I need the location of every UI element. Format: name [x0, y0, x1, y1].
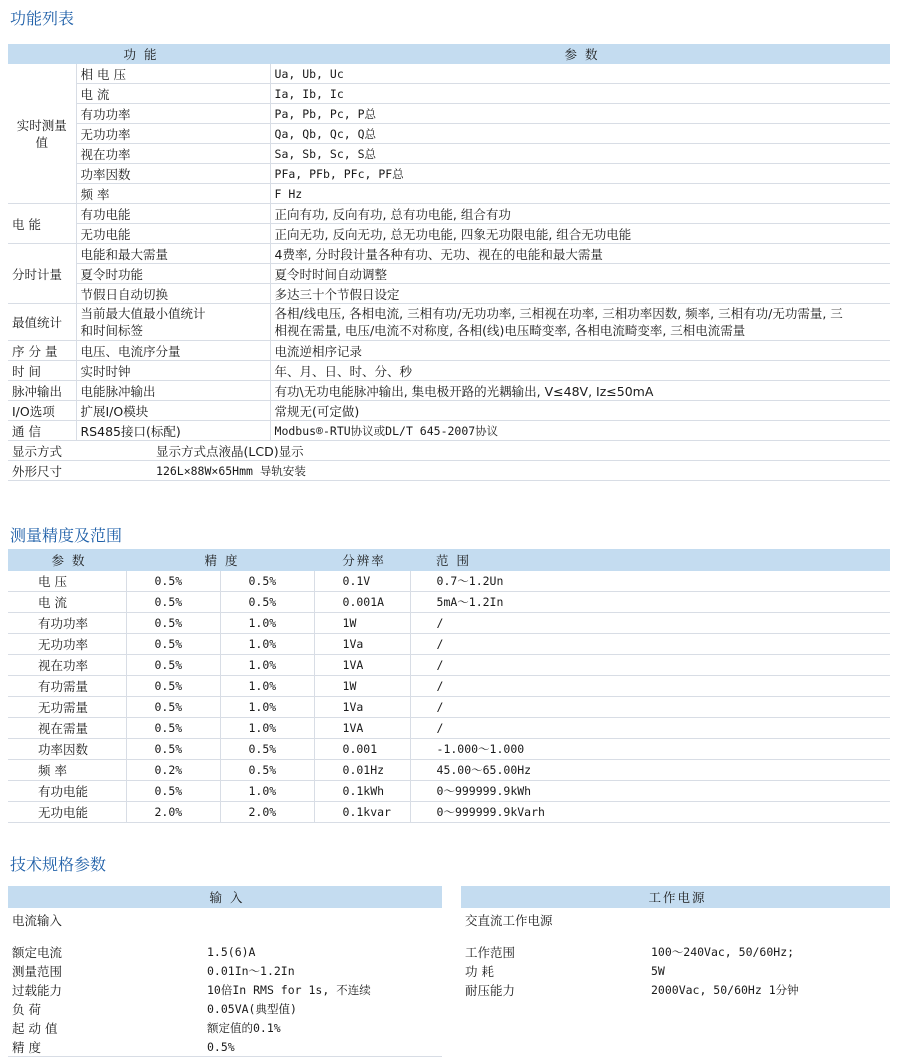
table-row	[8, 655, 890, 676]
table-row	[8, 381, 890, 401]
row-value: 显示方式点液晶(LCD)显示	[152, 441, 772, 461]
resolution-cell: 1VA	[314, 655, 410, 676]
header-param: 参 数	[8, 549, 126, 571]
table-row	[8, 401, 890, 421]
header-resolution: 分辨率	[314, 549, 410, 571]
accuracy-cell: 0.5%	[126, 634, 220, 655]
row-value: 正向无功, 反向无功, 总无功电能, 四象无功限电能, 组合无功电能	[270, 224, 890, 244]
spec-value: 1.5(6)A	[207, 944, 256, 959]
row-name: 实时时钟	[76, 361, 270, 381]
group-label: I/O选项	[8, 401, 76, 421]
group-max-stats: 最值统计	[8, 304, 76, 341]
resolution-cell: 1Va	[314, 634, 410, 655]
table-row	[8, 441, 890, 461]
param-cell: 无功需量	[8, 697, 126, 718]
row-name: RS485接口(标配)	[76, 421, 270, 441]
group-shape: 外形尺寸	[8, 461, 270, 481]
section-title-functions: 功能列表	[10, 9, 75, 28]
table-row	[8, 571, 890, 592]
resolution-cell: 0.001	[314, 739, 410, 760]
group-label: 时 间	[8, 361, 76, 381]
row-value: Sa, Sb, Sc, S总	[270, 144, 890, 164]
spec-label: 起 动 值	[12, 1020, 58, 1036]
range-cell: 0.7～1.2Un	[410, 571, 890, 592]
table-row	[8, 204, 890, 224]
accuracy-cell-2: 0.5%	[220, 760, 314, 781]
table-row	[8, 264, 890, 284]
header-accuracy: 精 度	[126, 549, 314, 571]
param-cell: 无功电能	[8, 802, 126, 823]
param-cell: 电 流	[8, 592, 126, 613]
spec-label: 测量范围	[12, 963, 63, 979]
row-value: Ua, Ub, Uc	[270, 64, 890, 84]
range-cell: /	[410, 697, 890, 718]
header-parameter: 参 数	[270, 44, 890, 64]
row-name: 电压、电流序分量	[76, 341, 270, 361]
row-value: 年、月、日、时、分、秒	[270, 361, 890, 381]
table-row	[8, 676, 890, 697]
function-list-table	[8, 44, 890, 481]
row-name: 无功功率	[76, 124, 270, 144]
table-row	[8, 999, 442, 1018]
resolution-cell: 1W	[314, 613, 410, 634]
row-value: 常规无(可定做)	[270, 401, 890, 421]
table-row	[8, 697, 890, 718]
row-name: 有功功率	[76, 104, 270, 124]
spec-value: 0.05VA(典型值)	[207, 1001, 297, 1016]
range-cell: 0～999999.9kWh	[410, 781, 890, 802]
table-row	[8, 184, 890, 204]
input-subtitle: 电流输入	[12, 913, 63, 928]
header-range: 范 围	[410, 549, 890, 571]
row-name: 电 流	[76, 84, 270, 104]
accuracy-cell-2: 1.0%	[220, 781, 314, 802]
table-row	[8, 144, 890, 164]
row-value: 正向有功, 反向有功, 总有功电能, 组合有功	[270, 204, 890, 224]
accuracy-cell-2: 0.5%	[220, 571, 314, 592]
row-name: 扩展I/O模块	[76, 401, 270, 421]
spec-value: 0.5%	[203, 1037, 442, 1057]
table-row	[8, 802, 890, 823]
section-title-accuracy: 测量精度及范围	[10, 526, 123, 545]
row-name: 视在功率	[76, 144, 270, 164]
spec-label: 额定电流	[12, 944, 63, 960]
range-cell: -1.000～1.000	[410, 739, 890, 760]
param-cell: 视在功率	[8, 655, 126, 676]
table-row	[8, 760, 890, 781]
table-row	[8, 1018, 442, 1037]
spec-value: 5W	[651, 963, 665, 978]
resolution-cell: 1W	[314, 676, 410, 697]
row-value: 各相/线电压, 各相电流, 三相有功/无功功率, 三相视在功率, 三相功率因数, 频率, 三相有功/无功需量, 三相视在需量, 电压/电流不对称度, 各相(线)电压畸变率, 各相电流畸变率, 三相电流需量	[270, 304, 890, 341]
accuracy-cell: 0.5%	[126, 781, 220, 802]
spec-value: 2000Vac, 50/60Hz 1分钟	[651, 982, 799, 997]
table-header	[8, 549, 890, 571]
row-value: 多达三十个节假日设定	[270, 284, 890, 304]
table-row	[461, 942, 890, 961]
table-row	[8, 634, 890, 655]
table-row	[8, 739, 890, 760]
table-row	[8, 124, 890, 144]
table-row	[8, 942, 442, 961]
resolution-cell: 1VA	[314, 718, 410, 739]
header-power: 工作电源	[461, 886, 890, 908]
accuracy-cell-2: 0.5%	[220, 739, 314, 760]
row-name: 当前最大值最小值统计和时间标签	[76, 304, 270, 341]
accuracy-cell-2: 1.0%	[220, 676, 314, 697]
spec-value: 10倍In RMS for 1s, 不连续	[207, 982, 371, 997]
group-label: 序 分 量	[8, 341, 76, 361]
table-row	[8, 592, 890, 613]
row-name: 频 率	[76, 184, 270, 204]
row-value: 有功\无功电能脉冲输出, 集电极开路的光耦输出, V≤48V, Iz≤50mA	[270, 381, 890, 401]
group-display: 显示方式	[8, 441, 270, 461]
row-value: 电流逆相序记录	[270, 341, 890, 361]
power-subtitle: 交直流工作电源	[465, 913, 553, 928]
table-row	[8, 84, 890, 104]
input-spec-table	[8, 886, 442, 1057]
accuracy-cell: 0.5%	[126, 592, 220, 613]
param-cell: 有功电能	[8, 781, 126, 802]
param-cell: 功率因数	[8, 739, 126, 760]
table-row	[8, 980, 442, 999]
group-label: 通 信	[8, 421, 76, 441]
resolution-cell: 0.01Hz	[314, 760, 410, 781]
accuracy-cell: 0.5%	[126, 571, 220, 592]
spec-value: 0.01In～1.2In	[207, 963, 295, 978]
param-cell: 电 压	[8, 571, 126, 592]
group-tou: 分时计量	[8, 244, 76, 304]
group-energy: 电 能	[8, 204, 76, 244]
param-cell: 频 率	[8, 760, 126, 781]
row-name: 夏令时功能	[76, 264, 270, 284]
row-value: PFa, PFb, PFc, PF总	[270, 164, 890, 184]
table-row	[8, 421, 890, 441]
row-value: 4费率, 分时段计量各种有功、无功、视在的电能和最大需量	[270, 244, 890, 264]
row-value: 夏令时时间自动调整	[270, 264, 890, 284]
resolution-cell: 1Va	[314, 697, 410, 718]
table-row	[8, 961, 442, 980]
range-cell: /	[410, 613, 890, 634]
accuracy-cell: 0.5%	[126, 613, 220, 634]
range-cell: /	[410, 718, 890, 739]
row-value: Ia, Ib, Ic	[270, 84, 890, 104]
table-header	[8, 44, 890, 64]
range-cell: /	[410, 634, 890, 655]
row-name: 电能脉冲输出	[76, 381, 270, 401]
range-cell: 5mA～1.2In	[410, 592, 890, 613]
header-input: 输 入	[8, 886, 442, 908]
row-name: 有功电能	[76, 204, 270, 224]
spec-value: 额定值的0.1%	[207, 1020, 281, 1035]
spec-label: 负 荷	[12, 1001, 41, 1017]
accuracy-cell: 0.2%	[126, 760, 220, 781]
spec-label: 工作范围	[465, 944, 516, 960]
header-function: 功 能	[8, 44, 270, 64]
table-row	[8, 284, 890, 304]
table-row	[8, 613, 890, 634]
accuracy-cell: 0.5%	[126, 739, 220, 760]
spec-label: 精 度	[8, 1037, 203, 1057]
row-name: 无功电能	[76, 224, 270, 244]
table-row	[8, 104, 890, 124]
group-realtime: 实时测量值	[8, 64, 76, 204]
param-cell: 视在需量	[8, 718, 126, 739]
row-name: 节假日自动切换	[76, 284, 270, 304]
resolution-cell: 0.001A	[314, 592, 410, 613]
table-row	[8, 718, 890, 739]
table-row	[461, 961, 890, 980]
range-cell: 45.00～65.00Hz	[410, 760, 890, 781]
row-value: Pa, Pb, Pc, P总	[270, 104, 890, 124]
accuracy-cell: 2.0%	[126, 802, 220, 823]
section-title-specs: 技术规格参数	[10, 855, 107, 874]
table-row	[8, 64, 890, 84]
row-name: 功率因数	[76, 164, 270, 184]
row-value: Modbus®-RTU协议或DL/T 645-2007协议	[270, 421, 890, 441]
table-row	[461, 980, 890, 999]
row-value: F Hz	[270, 184, 890, 204]
row-value: 126L×88W×65Hmm 导轨安装	[152, 461, 772, 481]
param-cell: 无功功率	[8, 634, 126, 655]
resolution-cell: 0.1kWh	[314, 781, 410, 802]
table-row	[8, 224, 890, 244]
accuracy-cell-2: 1.0%	[220, 697, 314, 718]
table-row	[8, 304, 890, 341]
accuracy-table	[8, 549, 890, 823]
power-spec-table	[461, 886, 890, 999]
accuracy-cell-2: 1.0%	[220, 613, 314, 634]
spec-value: 100～240Vac, 50/60Hz;	[651, 944, 795, 959]
accuracy-cell-2: 1.0%	[220, 634, 314, 655]
row-name: 电能和最大需量	[76, 244, 270, 264]
row-name: 相 电 压	[76, 64, 270, 84]
accuracy-cell: 0.5%	[126, 718, 220, 739]
resolution-cell: 0.1V	[314, 571, 410, 592]
accuracy-cell-2: 2.0%	[220, 802, 314, 823]
accuracy-cell-2: 1.0%	[220, 718, 314, 739]
range-cell: /	[410, 655, 890, 676]
accuracy-cell-2: 0.5%	[220, 592, 314, 613]
table-row	[8, 341, 890, 361]
spec-label: 耐压能力	[465, 982, 516, 998]
param-cell: 有功需量	[8, 676, 126, 697]
range-cell: 0～999999.9kVarh	[410, 802, 890, 823]
table-row	[8, 164, 890, 184]
accuracy-cell: 0.5%	[126, 697, 220, 718]
group-label: 脉冲输出	[8, 381, 76, 401]
table-row	[8, 781, 890, 802]
param-cell: 有功功率	[8, 613, 126, 634]
table-row	[8, 244, 890, 264]
spec-label: 功 耗	[465, 963, 494, 979]
table-row	[8, 1037, 442, 1057]
table-row	[8, 461, 890, 481]
table-row	[8, 361, 890, 381]
row-value: Qa, Qb, Qc, Q总	[270, 124, 890, 144]
resolution-cell: 0.1kvar	[314, 802, 410, 823]
accuracy-cell: 0.5%	[126, 676, 220, 697]
accuracy-cell: 0.5%	[126, 655, 220, 676]
range-cell: /	[410, 676, 890, 697]
accuracy-cell-2: 1.0%	[220, 655, 314, 676]
spec-label: 过载能力	[12, 982, 63, 998]
